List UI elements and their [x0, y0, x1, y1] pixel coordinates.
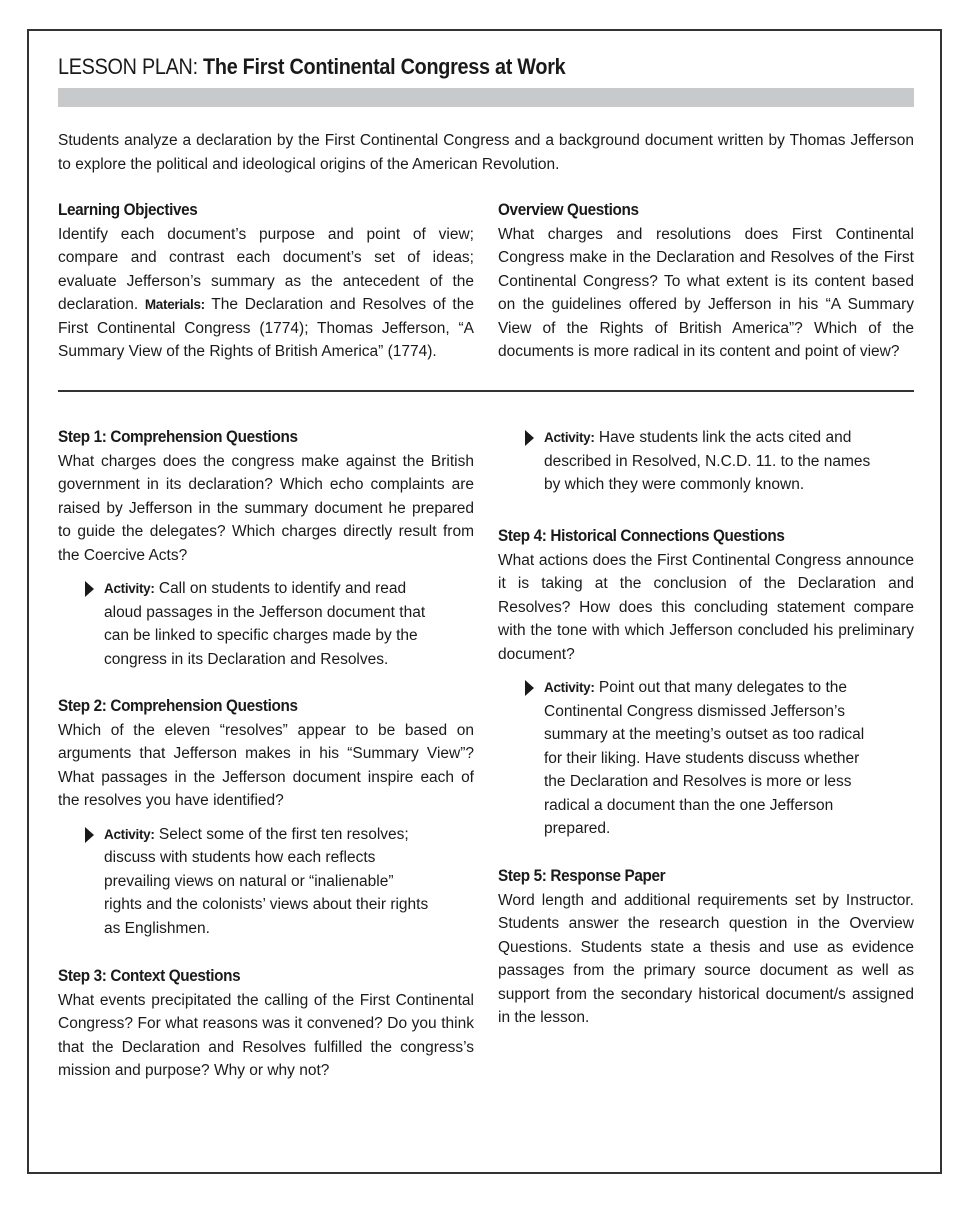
step4-text: What actions does the First Continental Congress announce it is taking at the conclusion of the Declaration and Resolves? How does this concluding statement compare with the tone with which Jefferson concluded his preliminary document? — [498, 551, 914, 663]
step3-activity-section — [498, 416, 914, 497]
learning-objectives-body — [58, 223, 474, 364]
step4-section — [498, 524, 914, 841]
step4-activity — [498, 676, 874, 841]
bullet-triangle-icon — [525, 430, 534, 446]
overview-questions-section — [498, 198, 914, 364]
step3-activity-label: Activity: — [544, 430, 595, 445]
materials-label: Materials: — [144, 297, 205, 312]
learning-objectives-section — [58, 198, 474, 364]
title-prefix: LESSON PLAN: — [58, 54, 204, 79]
page-title — [58, 54, 565, 80]
step5-text: Word length and additional requirements set by Instructor. Students answer the research question in the Overview Questions. Students state a thesis and use as evidence passages from the primary source document as well as support from the secondary historical document/s assigned in the lesson. — [498, 891, 914, 1026]
overview-questions-text: What charges and resolutions does First Continental Congress make in the Declaration and Resolves of the First Continental Congress? To what extent is its content based on the guidelines offered by Jefferson in his “A Summary View of the Rights of British America”? Which of the documents is more radical in its content and point of view? — [498, 225, 914, 360]
step2-activity — [58, 823, 434, 941]
title-main: The First Continental Congress at Work — [203, 54, 566, 79]
step3-text: What events precipitated the calling of the First Continental Congress? For what reasons was it convened? Do you think that the Declaration and Resolves fulfilled the congress’s mission and purpose? Why or why not? — [58, 991, 474, 1079]
step2-activity-label: Activity: — [104, 826, 155, 842]
bullet-triangle-icon — [85, 581, 94, 597]
step5-section — [498, 864, 914, 1030]
step1-text: What charges does the congress make against the British government in its declaration? Which echo complaints are raised by Jefferson in the summary document he prepared to guide the delegates? Which charges directly result from the Coercive Acts? — [58, 452, 474, 564]
title-bar — [58, 88, 914, 107]
learning-objectives-heading: Learning Objectives — [58, 200, 198, 219]
step2-activity-text: Select some of the first ten resolves; discuss with students how each reflects prevailing views on natural or “inalienable” rights and the colonists’ views about their rights as Englishmen. — [104, 825, 429, 937]
step5-heading: Step 5: Response Paper — [498, 866, 666, 885]
overview-questions-heading: Overview Questions — [498, 200, 639, 219]
step4-activity-text: Point out that many delegates to the Continental Congress dismissed Jefferson’s summary at the meeting’s outset as too radical for their liking. Have students discuss whether the Declaration and Resolves is more or less radical a document than the one Jefferson prepared. — [544, 679, 865, 837]
step4-activity-label: Activity: — [544, 680, 595, 695]
step1-activity — [58, 577, 434, 671]
step1-section — [58, 425, 474, 671]
bullet-triangle-icon — [85, 827, 94, 843]
step4-heading: Step 4: Historical Connections Questions — [498, 526, 785, 545]
step1-heading: Step 1: Comprehension Questions — [58, 427, 298, 446]
intro-paragraph: Students analyze a declaration by the First Continental Congress and a background document written by Thomas Jefferson to explore the political and ideological origins of the American Revolution. — [58, 132, 914, 173]
section-divider — [58, 390, 914, 392]
step2-text: Which of the eleven “resolves” appear to be based on arguments that Jefferson makes in his “Summary View”? What passages in the Jefferson document inspire each of the resolves you have identified? — [58, 721, 474, 809]
step1-activity-label: Activity: — [104, 581, 155, 596]
step3-activity-text: Have students link the acts cited and described in Resolved, N.C.D. 11. to the names by which they were commonly known. — [544, 429, 871, 493]
step3-heading: Step 3: Context Questions — [58, 966, 241, 985]
step1-activity-text: Call on students to identify and read aloud passages in the Jefferson document that can be linked to specific charges made by the congress in its Declaration and Resolves. — [104, 580, 426, 668]
learning-objectives-text: Identify each document’s purpose and point of view; compare and contrast each document’s set of ideas; evaluate Jefferson’s summary as the antecedent of the declaration. — [58, 225, 474, 313]
bullet-triangle-icon — [525, 680, 534, 696]
step2-section — [58, 694, 474, 940]
step2-heading: Step 2: Comprehension Questions — [58, 696, 298, 715]
step3-activity — [498, 426, 874, 497]
step3-section — [58, 964, 474, 1083]
materials-text: The Declaration and Resolves of the First Continental Congress (1774); Thomas Jefferson, “A Summary View of the Rights of British America” (1774). — [58, 296, 474, 360]
